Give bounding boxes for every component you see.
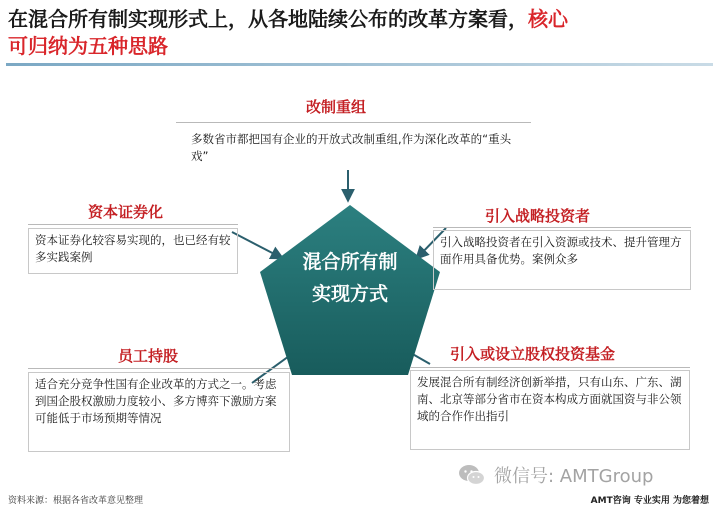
section-title-strategic-investors: 引入战略投资者 (485, 207, 591, 225)
section-title-employee-shareholding: 员工持股 (118, 347, 179, 365)
watermark-text: 微信号: AMTGroup (494, 466, 654, 487)
section-title-equity-fund: 引入或设立股权投资基金 (450, 345, 616, 363)
section-rule-left-lower (28, 368, 290, 369)
footer-source: 资料来源：根据各省改革意见整理 (8, 496, 144, 506)
center-label (285, 246, 415, 310)
section-title-restructuring: 改制重组 (306, 98, 367, 116)
section-text-securitization: 资本证券化较容易实现的，也已经有较多实践案例 (28, 228, 238, 274)
center-label-line2: 实现方式 (311, 283, 388, 305)
section-title-securitization: 资本证券化 (88, 203, 164, 221)
section-rule-right-lower (410, 367, 690, 368)
center-label-line1: 混合所有制 (302, 251, 398, 273)
title-text: 在混合所有制实现形式上，从各地陆续公布的改革方案看， (8, 7, 528, 31)
section-text-employee-shareholding: 适合充分竞争性国有企业改革的方式之一。考虑到国企股权激励力度较小、多方博弈下激励方案可能低于市场预期等情况 (28, 372, 290, 452)
title-accent: 核心 (528, 7, 568, 31)
wechat-watermark (458, 460, 653, 490)
section-text-strategic-investors: 引入战略投资者在引入资源或技术、提升管理方面作用具备优势。案例众多 (433, 230, 691, 290)
footer-brand: AMT咨询 专业实用 为您着想 (590, 496, 709, 506)
wechat-icon (458, 463, 486, 487)
title-accent-line2: 可归纳为五种思路 (8, 34, 168, 58)
section-text-equity-fund: 发展混合所有制经济创新举措，只有山东、广东、湖南、北京等部分省市在资本构成方面就国资与非公领域的合作作出指引 (410, 370, 690, 450)
section-text-restructuring: 多数省市都把国有企业的开放式改制重组,作为深化改革的“重头戏” (191, 132, 512, 163)
section-rule-left-upper (28, 224, 238, 225)
section-rule-right-upper (433, 227, 691, 228)
section-rule-top (176, 122, 531, 123)
